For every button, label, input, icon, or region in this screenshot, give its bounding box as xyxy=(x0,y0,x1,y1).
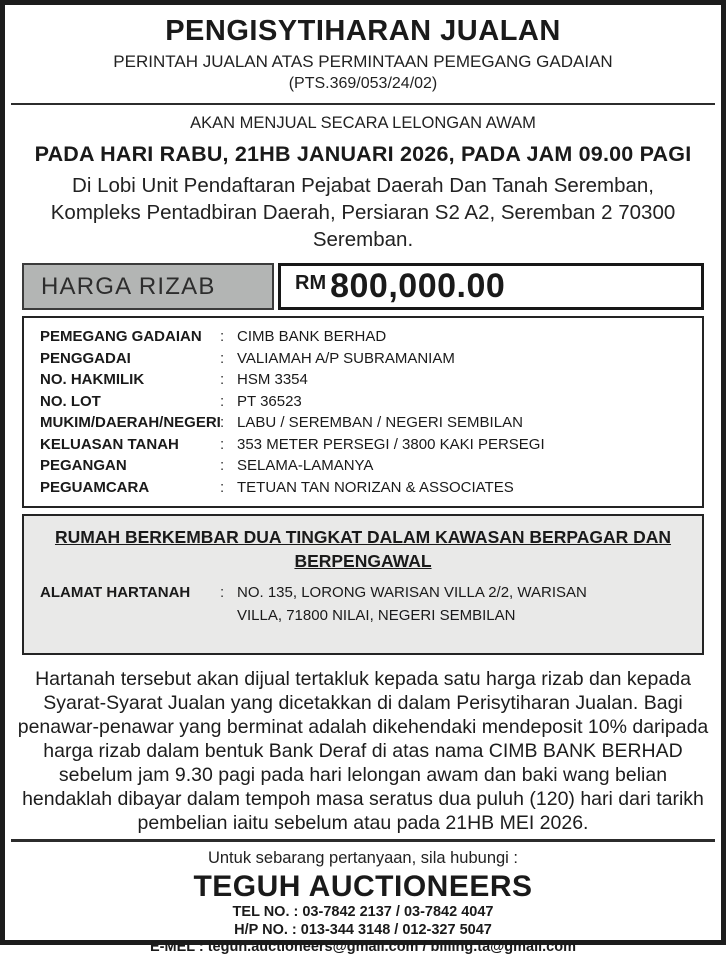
detail-row xyxy=(24,369,702,391)
detail-value: LABU / SEREMBAN / NEGERI SEMBILAN xyxy=(237,414,523,431)
terms-line: pembelian iaitu sebelum atau pada 21HB MEI 2026. xyxy=(137,812,589,834)
detail-value: HSM 3354 xyxy=(237,371,308,388)
detail-separator: : xyxy=(220,371,225,388)
property-address-row xyxy=(24,581,702,627)
detail-label: PEGANGAN xyxy=(40,457,127,474)
page-subtitle: PERINTAH JUALAN ATAS PERMINTAAN PEMEGANG GADAIAN xyxy=(113,52,613,71)
detail-value: CIMB BANK BERHAD xyxy=(237,328,387,345)
auction-method-line: AKAN MENJUAL SECARA LELONGAN AWAM xyxy=(190,114,536,132)
detail-label: NO. HAKMILIK xyxy=(40,371,145,388)
header-divider xyxy=(11,103,715,105)
detail-row xyxy=(24,326,702,348)
detail-value: TETUAN TAN NORIZAN & ASSOCIATES xyxy=(237,478,514,496)
price-amount: 800,000.00 xyxy=(330,267,506,305)
detail-label: PENGGADAI xyxy=(40,349,131,367)
detail-label: MUKIM/DAERAH/NEGERI xyxy=(40,414,221,431)
detail-value: VALIAMAH A/P SUBRAMANIAM xyxy=(237,349,455,367)
detail-separator: : xyxy=(220,414,225,431)
detail-row xyxy=(24,477,702,499)
terms-line: Syarat-Syarat Jualan yang dicetakkan di dalam Perisytiharan Jualan. Bagi xyxy=(43,692,683,714)
sale-terms-paragraph xyxy=(5,667,721,835)
auctioneer-name: TEGUH AUCTIONEERS xyxy=(193,870,533,903)
currency-code: RM xyxy=(295,272,327,294)
detail-label: PEGUAMCARA xyxy=(40,478,150,496)
detail-separator: : xyxy=(220,349,225,367)
property-details-table xyxy=(22,316,704,508)
footer-divider xyxy=(11,839,715,842)
detail-value: SELAMA-LAMANYA xyxy=(237,457,374,474)
detail-row xyxy=(24,412,702,434)
detail-label: KELUASAN TANAH xyxy=(40,435,179,453)
page-title: PENGISYTIHARAN JUALAN xyxy=(165,15,561,47)
terms-line: Hartanah tersebut akan dijual tertakluk kepada satu harga rizab dan kepada xyxy=(35,668,691,690)
property-heading: RUMAH BERKEMBAR DUA TINGKAT DALAM KAWASAN BERPAGAR DAN BERPENGAWAL xyxy=(54,527,672,571)
detail-value: 353 METER PERSEGI / 3800 KAKI PERSEGI xyxy=(237,435,545,453)
venue-line: Di Lobi Unit Pendaftaran Pejabat Daerah Dan Tanah Seremban, xyxy=(72,174,654,197)
detail-row xyxy=(24,348,702,370)
terms-line: hendaklah dibayar dalam tempoh masa seratus dua puluh (120) hari dari tarikh xyxy=(22,788,704,810)
address-value-line: NO. 135, LORONG WARISAN VILLA 2/2, WARISAN xyxy=(237,584,587,601)
reserve-price-label: HARGA RIZAB xyxy=(22,263,274,310)
mobile-line: H/P NO. : 013-344 3148 / 012-327 5047 xyxy=(234,921,492,938)
detail-row xyxy=(24,434,702,456)
detail-row xyxy=(24,455,702,477)
auction-datetime-line: PADA HARI RABU, 21HB JANUARI 2026, PADA JAM 09.00 PAGI xyxy=(34,142,692,166)
detail-separator: : xyxy=(220,392,225,410)
detail-separator: : xyxy=(220,457,225,474)
terms-line: sebelum jam 9.30 pagi pada hari lelongan awam dan baki wang belian xyxy=(58,764,668,786)
detail-separator: : xyxy=(220,435,225,453)
detail-row xyxy=(24,391,702,413)
contact-prompt: Untuk sebarang pertanyaan, sila hubungi : xyxy=(207,849,519,867)
address-value xyxy=(237,581,702,627)
detail-value: PT 36523 xyxy=(237,392,302,410)
address-label: ALAMAT HARTANAH xyxy=(40,584,191,601)
tel-line: TEL NO. : 03-7842 2137 / 03-7842 4047 xyxy=(232,904,494,920)
reserve-price-row xyxy=(22,263,704,310)
auction-venue xyxy=(5,172,721,253)
reserve-price-value xyxy=(278,263,704,310)
detail-label: NO. LOT xyxy=(40,392,101,410)
property-description-box xyxy=(22,514,704,655)
email-line: E-MEL : teguh.auctioneers@gmail.com / billing.ta@gmail.com xyxy=(149,939,576,955)
detail-separator: : xyxy=(220,478,225,496)
terms-line: harga rizab dalam bentuk Bank Deraf di atas nama CIMB BANK BERHAD xyxy=(43,740,683,762)
terms-line: penawar-penawar yang berminat adalah dikehendaki mendeposit 10% daripada xyxy=(17,716,709,738)
detail-separator: : xyxy=(220,584,225,601)
auctioneer-footer xyxy=(5,849,721,957)
reference-number: (PTS.369/053/24/02) xyxy=(288,75,438,92)
detail-separator: : xyxy=(220,328,225,345)
venue-line: Kompleks Pentadbiran Daerah, Persiaran S2 A2, Seremban 2 70300 xyxy=(50,201,676,224)
venue-line: Seremban. xyxy=(312,228,414,251)
detail-label: PEMEGANG GADAIAN xyxy=(40,328,202,345)
address-value-line: VILLA, 71800 NILAI, NEGERI SEMBILAN xyxy=(237,607,516,624)
document-header xyxy=(5,5,721,94)
